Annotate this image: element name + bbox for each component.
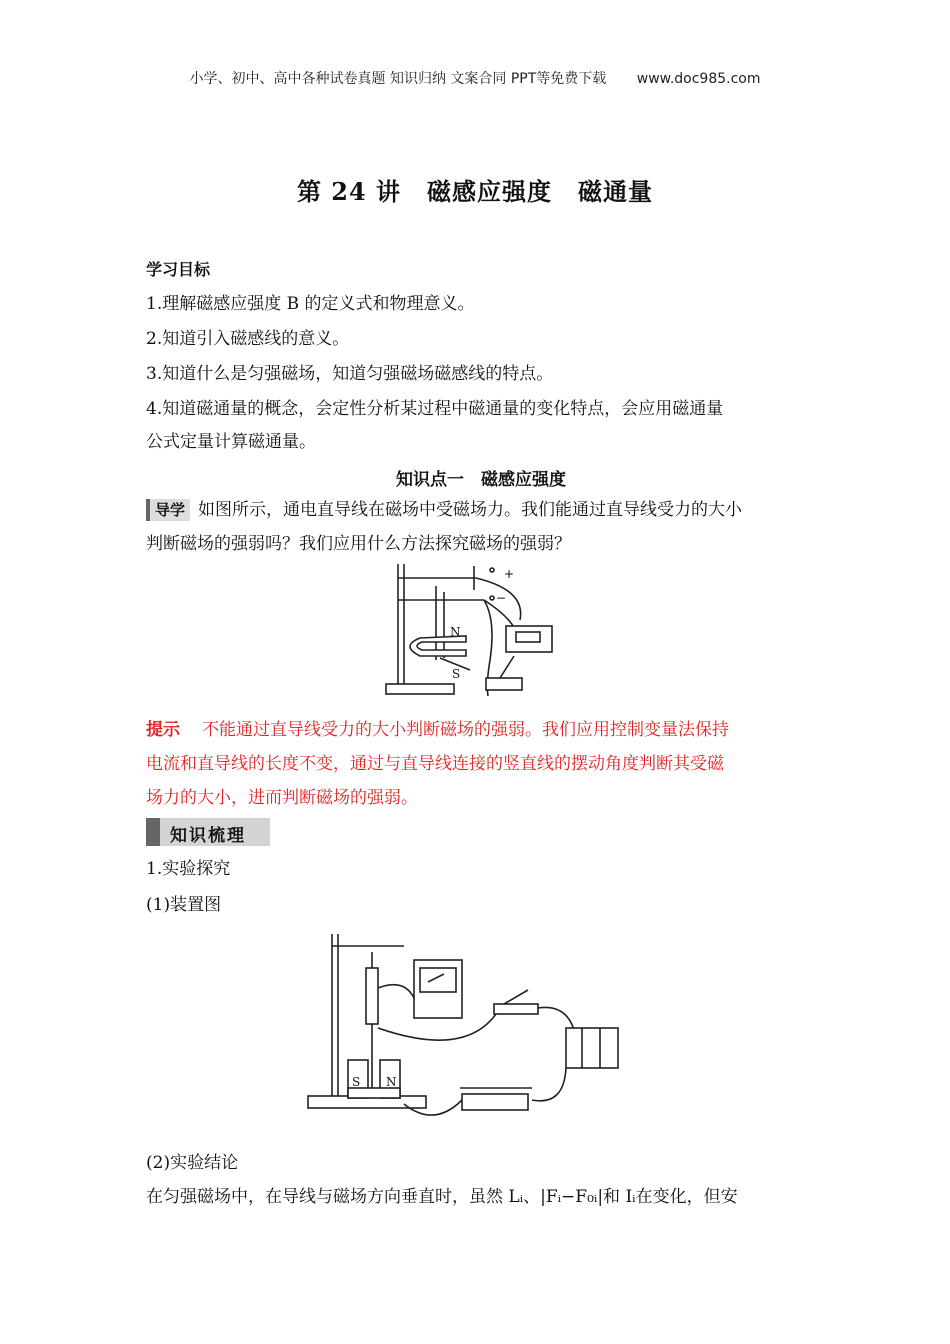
section1-heading: 知识点一 磁感应强度 (396, 470, 566, 490)
fig1-s-label: S (452, 667, 461, 681)
knowledge-sub1: (1)装置图 (146, 895, 222, 915)
objective-item-4-cont: 公式定量计算磁通量。 (146, 432, 316, 452)
fig2-n-label: N (386, 1075, 397, 1089)
objective-item-3: 3.知道什么是匀强磁场，知道匀强磁场磁感线的特点。 (146, 364, 554, 384)
figure-magnet-wire-apparatus (380, 560, 580, 700)
hint-paragraph (146, 712, 826, 748)
knowledge-item1: 1.实验探究 (146, 859, 231, 879)
knowledge-banner (146, 818, 270, 846)
hint-line2: 电流和直导线的长度不变，通过与直导线连接的竖直线的摆动角度判断其受磁 (146, 754, 724, 774)
objective-item-1: 1.理解磁感应强度 B 的定义式和物理意义。 (146, 294, 475, 314)
hint-label: 提示 (146, 720, 180, 740)
title-topic1: 磁感应强度 (427, 177, 553, 206)
title-topic2: 磁通量 (578, 177, 654, 206)
page-header (0, 68, 950, 88)
figure-experiment-setup (304, 928, 644, 1128)
objectives-heading: 学习目标 (146, 260, 211, 279)
header-site: www.doc985.com (636, 71, 761, 87)
guide-tag: 导学 (146, 499, 190, 521)
title-lesson: 第 24 讲 (296, 177, 402, 206)
knowledge-conclusion: 在匀强磁场中，在导线与磁场方向垂直时，虽然 Lᵢ、|Fᵢ−F₀ᵢ|和 Iᵢ在变化，但安 (146, 1187, 738, 1207)
fig1-minus-label: − (496, 591, 507, 605)
guide-paragraph (146, 493, 816, 527)
objective-item-4: 4.知道磁通量的概念，会定性分析某过程中磁通量的变化特点，会应用磁通量 (146, 399, 724, 419)
page-title (0, 172, 950, 207)
guide-line1: 如图所示，通电直导线在磁场中受磁场力。我们能通过直导线受力的大小 (198, 500, 743, 520)
fig1-n-label: N (450, 625, 461, 639)
knowledge-sub2: (2)实验结论 (146, 1153, 239, 1173)
fig2-s-label: S (352, 1075, 361, 1089)
objective-item-2: 2.知道引入磁感线的意义。 (146, 329, 350, 349)
hint-line1: 不能通过直导线受力的大小判断磁场的强弱。我们应用控制变量法保持 (202, 720, 729, 740)
guide-line2: 判断磁场的强弱吗？我们应用什么方法探究磁场的强弱？ (146, 534, 571, 554)
header-text: 小学、初中、高中各种试卷真题 知识归纳 文案合同 PPT等免费下载 (189, 71, 607, 87)
knowledge-banner-label: 知识梳理 (170, 826, 246, 846)
hint-line3: 场力的大小，进而判断磁场的强弱。 (146, 788, 418, 808)
fig1-plus-label: + (504, 567, 515, 581)
